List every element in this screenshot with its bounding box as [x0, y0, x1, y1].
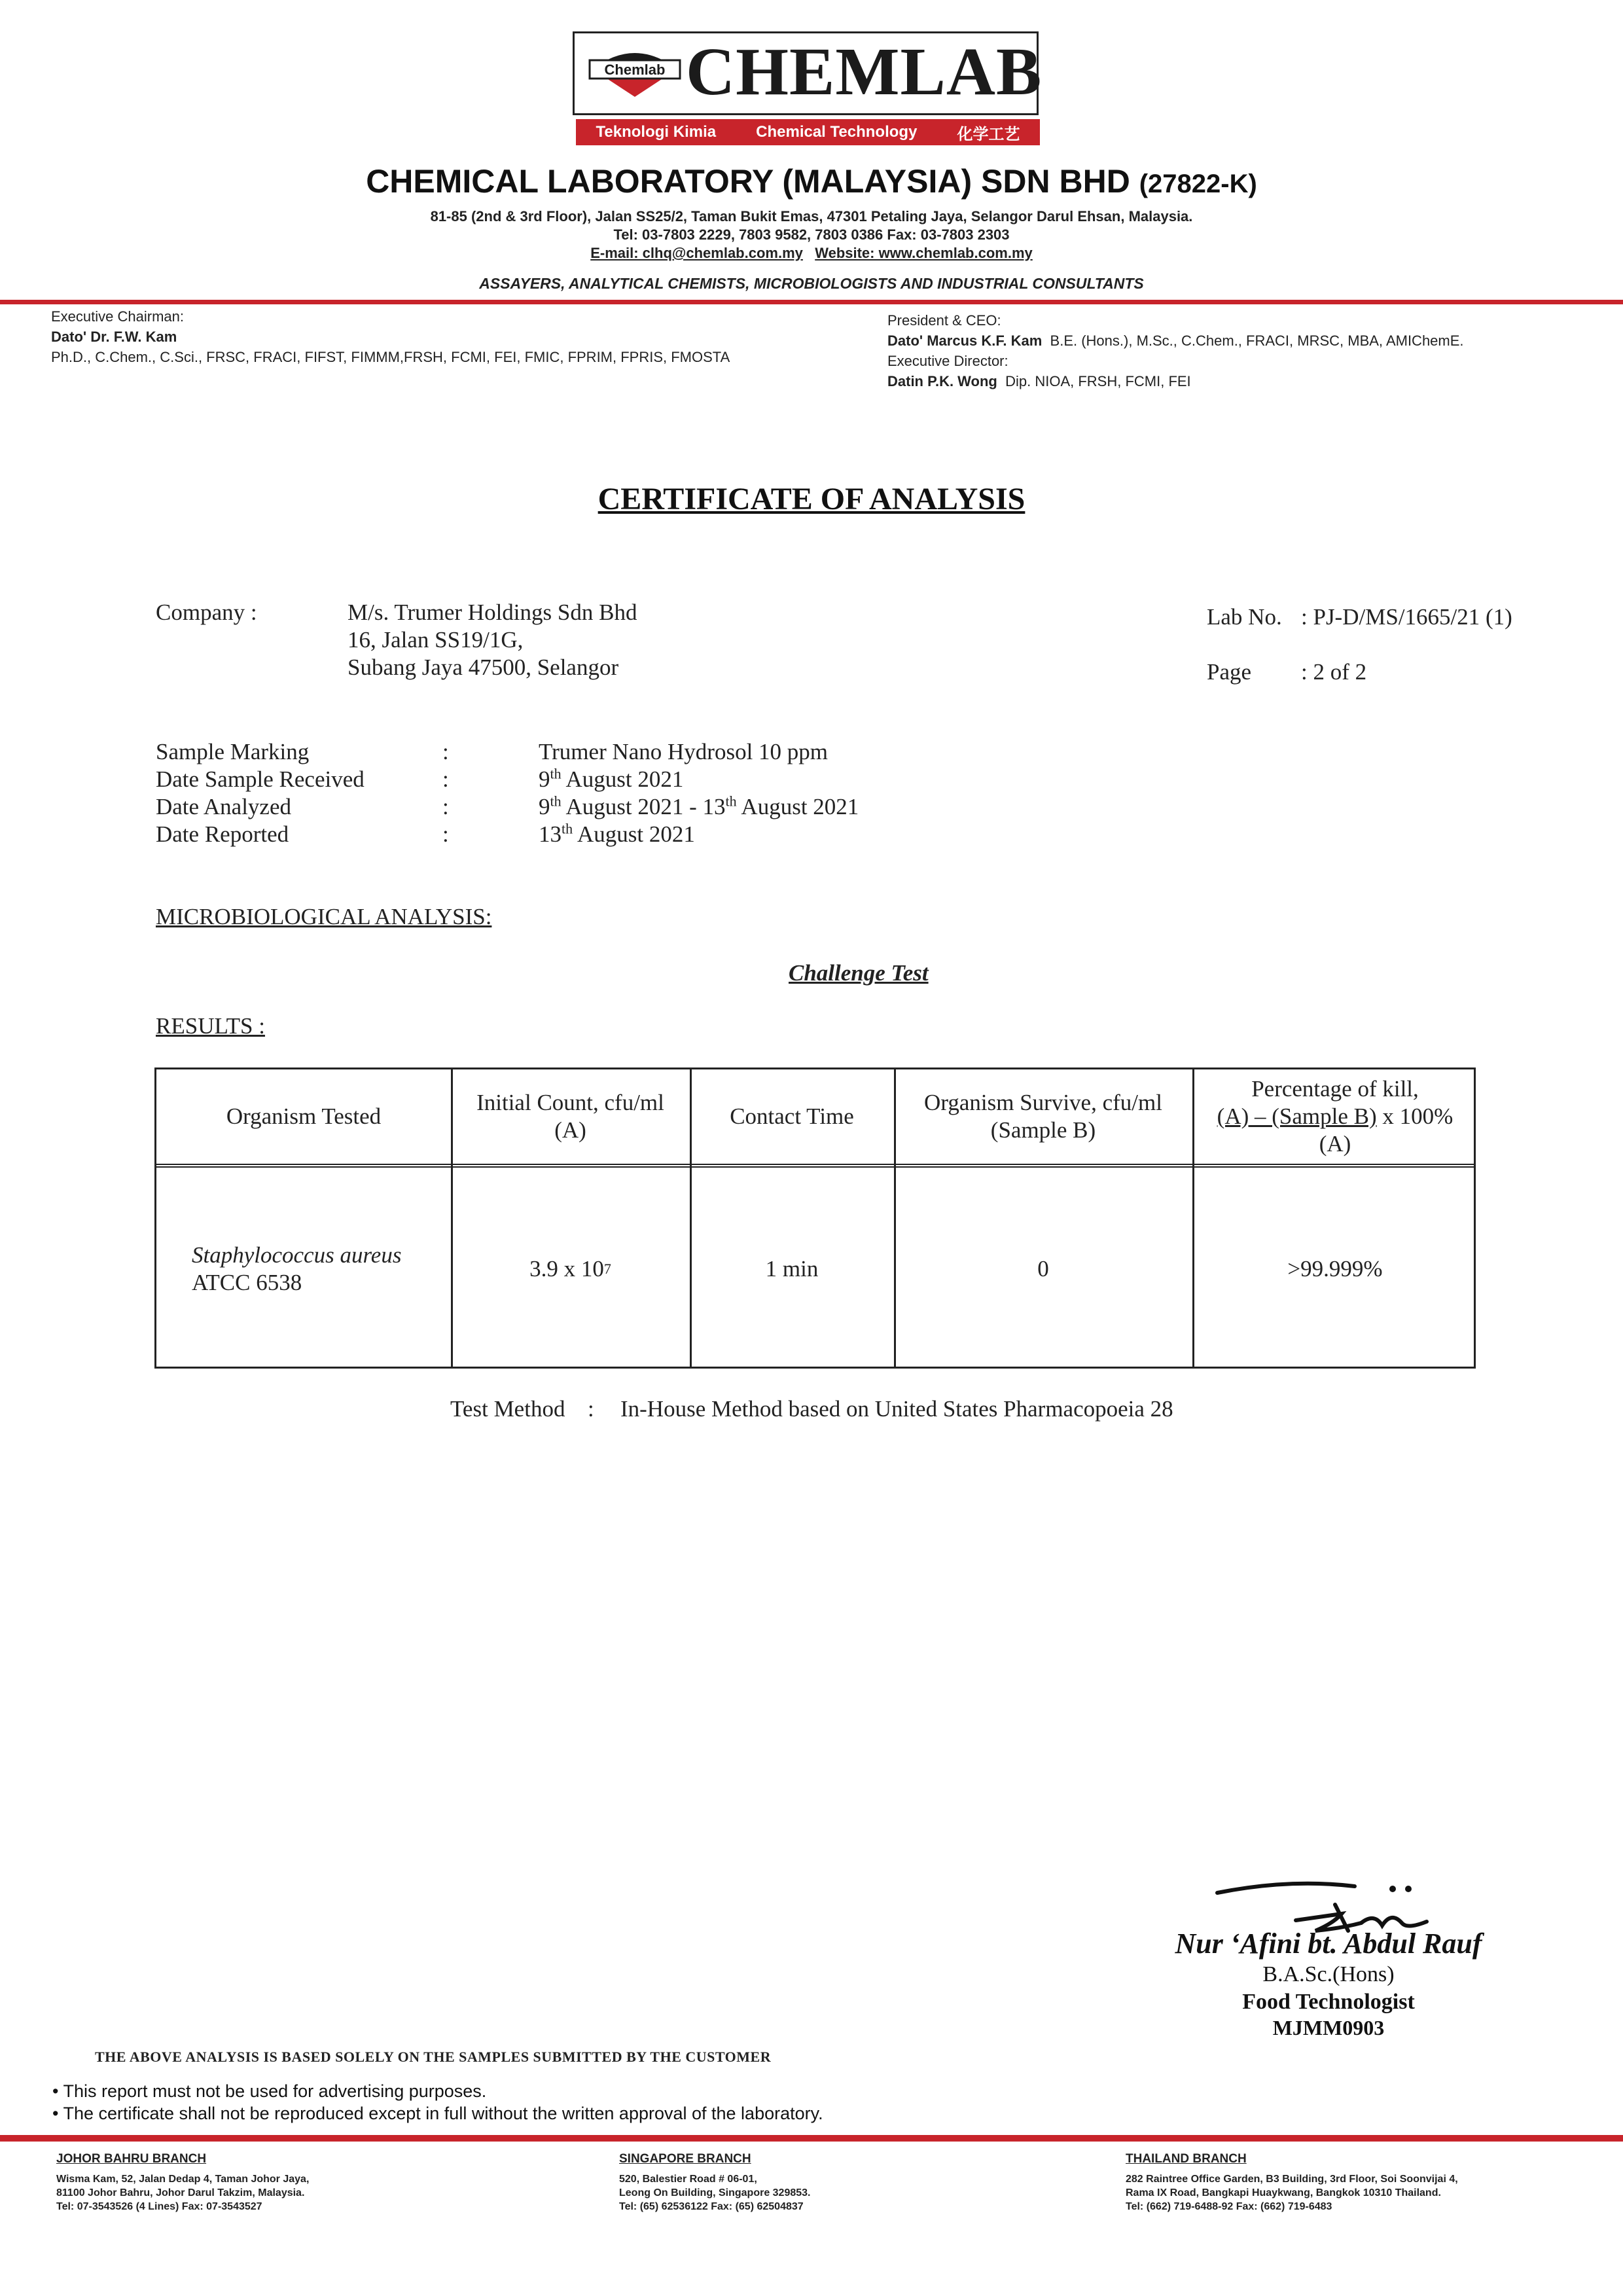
company-name — [0, 162, 1623, 200]
cell-contact-time: 1 min — [765, 1256, 819, 1282]
company-reg: (27822-K) — [1139, 170, 1257, 198]
ceo-name: Dato' Marcus K.F. Kam — [887, 332, 1043, 349]
page-value: : 2 of 2 — [1301, 659, 1367, 685]
branch-thailand: THAILAND BRANCH 282 Raintree Office Garden, B3 Building, 3rd Floor, Soi Soonvijai 4, Rama IX Road, Bangkapi Huaykwang, Bangkok 10310 Thailand. Tel: (662) 719-6488-92 Fax: (662) 719-6483 — [1126, 2152, 1458, 2212]
note-reproduction: • The certificate shall not be reproduced except in full without the written approval of the laboratory. — [52, 2104, 823, 2123]
cell-percentage-kill: >99.999% — [1287, 1256, 1383, 1282]
colon: : — [442, 739, 449, 764]
band-text-1: Teknologi Kimia — [596, 123, 717, 141]
exec-chair-quals: Ph.D., C.Chem., C.Sci., FRSC, FRACI, FIFST, FIMMM,FRSH, FCMI, FEI, FMIC, FPRIM, FPRIS, FMOSTA — [51, 349, 730, 365]
test-name: Challenge Test — [789, 960, 929, 986]
page-label: Page — [1207, 659, 1252, 685]
branch-singapore-title: SINGAPORE BRANCH — [619, 2152, 751, 2166]
header-organism-survive: Organism Survive, cfu/ml (Sample B) — [924, 1090, 1162, 1143]
staff-left — [51, 306, 730, 367]
company-phone: Tel: 03-7803 2229, 7803 9582, 7803 0386 Fax: 03-7803 2303 — [613, 226, 1010, 243]
branch-johor-title: JOHOR BAHRU BRANCH — [56, 2152, 207, 2166]
lab-no-value: : PJ-D/MS/1665/21 (1) — [1301, 604, 1512, 630]
band-text-2: Chemical Technology — [756, 123, 918, 141]
logo-band — [576, 119, 1040, 145]
ceo-title: President & CEO: — [887, 312, 1001, 329]
staff-right — [887, 310, 1464, 391]
signatory-name: Nur ‘Afini bt. Abdul Rauf — [1175, 1928, 1482, 1960]
company-email-link[interactable]: E-mail: clhq@chemlab.com.my — [590, 245, 803, 261]
section-title: MICROBIOLOGICAL ANALYSIS: — [156, 904, 492, 929]
results-label: RESULTS : — [156, 1013, 265, 1039]
date-received-label: Date Sample Received — [156, 766, 365, 792]
date-analyzed-value: 9th August 2021 - 13th August 2021 — [539, 793, 859, 819]
company-label: Company : — [156, 600, 257, 625]
client-street: 16, Jalan SS19/1G, — [348, 627, 524, 653]
exec-chair-title: Executive Chairman: — [51, 308, 184, 325]
exec-chair-name: Dato' Dr. F.W. Kam — [51, 329, 177, 345]
sample-marking-value: Trumer Nano Hydrosol 10 ppm — [539, 739, 829, 764]
disclaimer: THE ABOVE ANALYSIS IS BASED SOLELY ON THE SAMPLES SUBMITTED BY THE CUSTOMER — [95, 2049, 772, 2065]
sample-marking-label: Sample Marking — [156, 739, 310, 764]
colon: : — [442, 821, 449, 847]
header-percentage-kill: Percentage of kill, (A) – (Sample B) x 100% (A) — [1217, 1076, 1454, 1157]
exec-dir-name: Datin P.K. Wong — [887, 373, 997, 389]
header-initial-count: Initial Count, cfu/ml (A) — [476, 1090, 664, 1143]
cell-initial-count: 3.9 x 10 7 — [529, 1256, 611, 1282]
signatory-title: Food Technologist — [1242, 1990, 1415, 2014]
footer-divider — [0, 2135, 1623, 2142]
company-tagline: ASSAYERS, ANALYTICAL CHEMISTS, MICROBIOLOGISTS AND INDUSTRIAL CONSULTANTS — [479, 275, 1144, 292]
colon: : — [442, 794, 449, 819]
client-name: M/s. Trumer Holdings Sdn Bhd — [348, 600, 637, 625]
branch-thailand-title: THAILAND BRANCH — [1126, 2152, 1247, 2166]
organism-strain: ATCC 6538 — [192, 1270, 302, 1295]
chemlab-emblem-icon — [586, 41, 684, 98]
certificate-title: CERTIFICATE OF ANALYSIS — [597, 482, 1026, 516]
results-table — [154, 1067, 1476, 1369]
exec-dir-quals: Dip. NIOA, FRSH, FCMI, FEI — [1005, 373, 1191, 389]
sample-values — [539, 738, 859, 848]
cell-organism-survive: 0 — [1037, 1256, 1049, 1282]
cell-organism — [156, 1168, 451, 1371]
logo-wordmark: CHEMLAB — [686, 34, 1043, 109]
signatory-degree: B.A.Sc.(Hons) — [1262, 1962, 1395, 1986]
header-divider — [0, 300, 1623, 304]
sample-labels — [156, 738, 365, 848]
ceo-quals: B.E. (Hons.), M.Sc., C.Chem., FRACI, MRSC, MBA, AMIChemE. — [1050, 332, 1464, 349]
company-website-link[interactable]: Website: www.chemlab.com.my — [815, 245, 1033, 261]
signatory-reg-no: MJMM0903 — [1272, 2016, 1385, 2039]
sample-colons — [442, 738, 449, 848]
note-advertising: • This report must not be used for advertising purposes. — [52, 2081, 487, 2101]
test-method-value: In-House Method based on United States Pharmacopoeia 28 — [620, 1396, 1173, 1422]
organism-name: Staphylococcus aureus — [192, 1242, 402, 1268]
header-organism: Organism Tested — [226, 1103, 382, 1129]
emblem-text: Chemlab — [604, 62, 666, 78]
exec-dir-title: Executive Director: — [887, 353, 1008, 369]
date-received-value: 9th August 2021 — [539, 765, 684, 792]
company-name-text: CHEMICAL LABORATORY (MALAYSIA) SDN BHD — [366, 163, 1130, 200]
test-method-label: Test Method — [450, 1396, 565, 1422]
client-address — [348, 599, 637, 681]
date-analyzed-label: Date Analyzed — [156, 794, 291, 819]
date-reported-value: 13th August 2021 — [539, 820, 695, 847]
band-text-3: 化学工艺 — [957, 125, 1020, 143]
branch-singapore: SINGAPORE BRANCH 520, Balestier Road # 06-01, Leong On Building, Singapore 329853. Tel: (65) 62536122 Fax: (65) 62504837 — [619, 2152, 811, 2212]
company-address: 81-85 (2nd & 3rd Floor), Jalan SS25/2, Taman Bukit Emas, 47301 Petaling Jaya, Selangor Darul Ehsan, Malaysia. — [430, 208, 1193, 224]
branch-johor: JOHOR BAHRU BRANCH Wisma Kam, 52, Jalan Dedap 4, Taman Johor Jaya, 81100 Johor Bahru, Johor Darul Takzim, Malaysia. Tel: 07-3543526 (4 Lines) Fax: 07-3543527 — [56, 2152, 310, 2212]
lab-no-label: Lab No. — [1207, 604, 1282, 630]
client-city: Subang Jaya 47500, Selangor — [348, 655, 619, 680]
header-contact-time: Contact Time — [730, 1103, 854, 1129]
company-contact-line — [0, 245, 1623, 262]
test-method-colon: : — [588, 1396, 594, 1422]
date-reported-label: Date Reported — [156, 821, 289, 847]
colon: : — [442, 766, 449, 792]
